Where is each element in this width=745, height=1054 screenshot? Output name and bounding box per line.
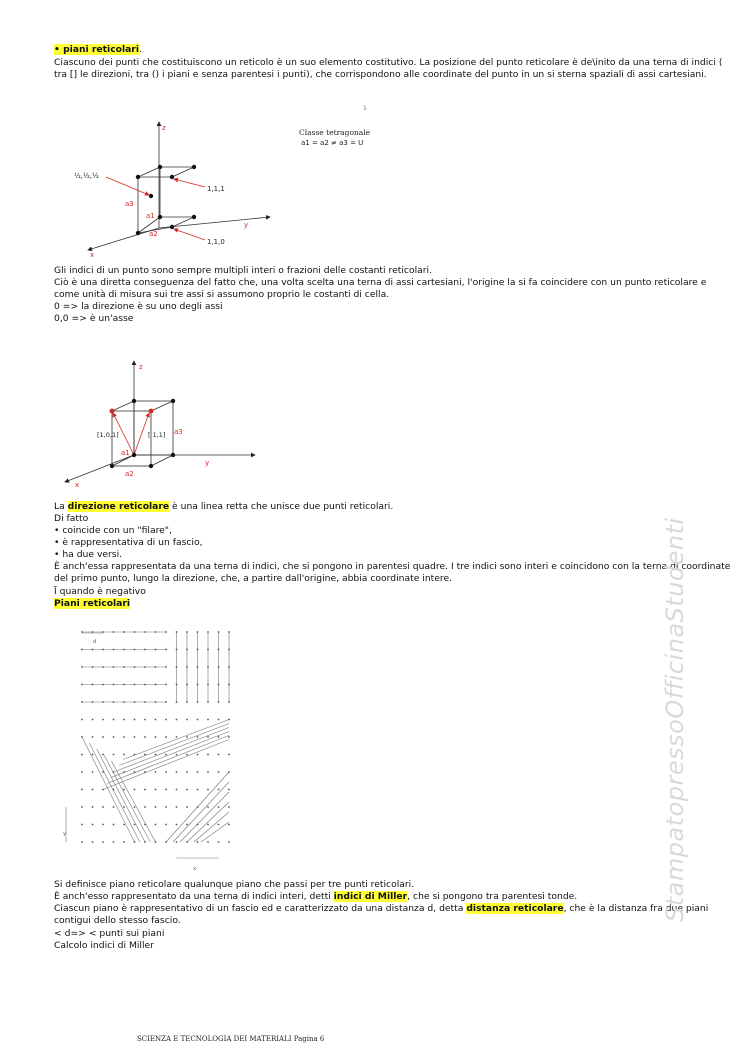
highlighted-heading: • piani reticolari bbox=[54, 44, 139, 55]
text-indici-miller: È anch'esso rappresentato da una terna di indici interi, detti indici di Miller, che si pongono tra parentesi tonde. bbox=[54, 891, 578, 902]
lattice-point bbox=[81, 771, 83, 773]
lattice-point bbox=[228, 666, 230, 668]
lattice-point bbox=[228, 701, 230, 703]
lattice-point bbox=[197, 789, 199, 791]
watermark: StampatopressoOfficinaStudenti bbox=[661, 517, 689, 922]
lattice-point bbox=[102, 719, 104, 721]
lattice-point bbox=[218, 719, 220, 721]
lattice-point bbox=[176, 719, 178, 721]
lattice-point bbox=[144, 824, 146, 826]
lattice-point bbox=[113, 701, 115, 703]
lattice-point bbox=[197, 771, 199, 773]
lattice-point bbox=[197, 631, 199, 633]
text-calcolo-miller: Calcolo indici di Miller bbox=[54, 940, 154, 951]
lattice-point bbox=[144, 841, 146, 843]
lattice-point bbox=[228, 806, 230, 808]
lattice-point bbox=[218, 649, 220, 651]
lattice-point bbox=[228, 841, 230, 843]
lattice-point bbox=[102, 649, 104, 651]
lattice-point bbox=[165, 649, 167, 651]
lattice-point bbox=[123, 666, 125, 668]
lattice-point bbox=[92, 631, 94, 633]
lattice-point bbox=[218, 701, 220, 703]
lattice-point bbox=[155, 719, 157, 721]
lattice-point bbox=[102, 666, 104, 668]
lattice-point bbox=[134, 719, 136, 721]
lattice-point bbox=[197, 649, 199, 651]
lattice-point bbox=[207, 649, 209, 651]
label-a1-2: a1 bbox=[121, 449, 130, 457]
axis-z-label: z bbox=[162, 124, 166, 132]
lattice-point bbox=[134, 736, 136, 738]
lattice-point bbox=[134, 789, 136, 791]
paragraph-terna-indici: È anch'essa rappresentata da una terna di indici, che si pongono in parentesi quadre. I tre indici sono interi e coincidono con la terna di coordinate del primo punto, lungo la direzione, che, a partire dall'origine, abbia coordinate intere. bbox=[54, 561, 731, 584]
text-definizione-piano: Si definisce piano reticolare qualunque piano che passi per tre punti reticolari. bbox=[54, 879, 415, 890]
lattice-point bbox=[176, 841, 178, 843]
lattice-point bbox=[113, 754, 115, 756]
lattice-point bbox=[207, 841, 209, 843]
lattice-point bbox=[165, 666, 167, 668]
lattice-point bbox=[144, 754, 146, 756]
lattice-point bbox=[144, 701, 146, 703]
lattice-point bbox=[155, 649, 157, 651]
lattice-point bbox=[144, 719, 146, 721]
lattice-point bbox=[165, 631, 167, 633]
lattice-point bbox=[207, 631, 209, 633]
lattice-point bbox=[113, 719, 115, 721]
lattice-point bbox=[113, 666, 115, 668]
lattice-point bbox=[186, 649, 188, 651]
lattice-point bbox=[186, 771, 188, 773]
lattice-point bbox=[134, 684, 136, 686]
label-111: 1,1,1 bbox=[207, 185, 225, 193]
lattice-plane-line bbox=[89, 743, 139, 842]
label-y: y bbox=[63, 831, 67, 837]
lattice-point bbox=[144, 684, 146, 686]
lattice-point bbox=[92, 649, 94, 651]
lattice-point bbox=[123, 754, 125, 756]
lattice-plane-line bbox=[104, 755, 150, 842]
lattice-point bbox=[113, 771, 115, 773]
lattice-point bbox=[218, 736, 220, 738]
lattice-point bbox=[134, 824, 136, 826]
lattice-point bbox=[113, 649, 115, 651]
lattice-point bbox=[176, 666, 178, 668]
lattice-point bbox=[102, 754, 104, 756]
lattice-point bbox=[165, 771, 167, 773]
lattice-point bbox=[186, 789, 188, 791]
lattice-point bbox=[123, 771, 125, 773]
lattice-point bbox=[144, 736, 146, 738]
lattice-point bbox=[197, 824, 199, 826]
lattice-point bbox=[228, 631, 230, 633]
lattice-point bbox=[207, 736, 209, 738]
lattice-point bbox=[144, 666, 146, 668]
lattice-point bbox=[81, 701, 83, 703]
lattice-point bbox=[207, 666, 209, 668]
axis-y-label-2: y bbox=[205, 459, 210, 467]
lattice-point bbox=[218, 666, 220, 668]
lattice-point bbox=[134, 701, 136, 703]
lattice-point bbox=[81, 789, 83, 791]
lattice-point bbox=[102, 806, 104, 808]
lattice-point bbox=[176, 649, 178, 651]
lattice-point bbox=[123, 824, 125, 826]
lattice-point bbox=[155, 789, 157, 791]
label-d: d bbox=[93, 639, 97, 645]
lattice-point bbox=[123, 701, 125, 703]
lattice-point bbox=[176, 754, 178, 756]
lattice-point bbox=[228, 789, 230, 791]
lattice-point bbox=[155, 701, 157, 703]
lattice-point bbox=[123, 806, 125, 808]
lattice-point bbox=[92, 684, 94, 686]
lattice-plane-line bbox=[194, 812, 229, 842]
lattice-point bbox=[123, 631, 125, 633]
lattice-point bbox=[123, 649, 125, 651]
lattice-point bbox=[134, 631, 136, 633]
lattice-point bbox=[81, 736, 83, 738]
lattice-point bbox=[102, 824, 104, 826]
lattice-point bbox=[92, 719, 94, 721]
lattice-point bbox=[197, 684, 199, 686]
label-a3: a3 bbox=[125, 200, 134, 208]
bullet-item: • ha due versi. bbox=[54, 549, 123, 560]
lattice-plane-line bbox=[173, 782, 229, 842]
lattice-point bbox=[155, 806, 157, 808]
text-conseguenza: Ciò è una diretta conseguenza del fatto che, una volta scelta una terna di assi cartesiani, l'origine la si fa coincidere con un punto reticolare e come unità di misura sui tre assi si assumono proprio le costanti di cella. bbox=[54, 277, 707, 300]
lattice-point bbox=[228, 684, 230, 686]
lattice-point bbox=[81, 754, 83, 756]
lattice-point bbox=[155, 771, 157, 773]
lattice-point bbox=[197, 754, 199, 756]
lattice-point bbox=[155, 684, 157, 686]
lattice-point bbox=[207, 789, 209, 791]
lattice-point bbox=[218, 631, 220, 633]
lattice-point bbox=[207, 806, 209, 808]
lattice-plane-line bbox=[111, 732, 229, 778]
y-axis bbox=[159, 217, 270, 228]
page-footer: SCIENZA E TECNOLOGIA DEI MATERIALI Pagina 6 bbox=[137, 1035, 325, 1043]
lattice-point bbox=[218, 789, 220, 791]
lattice-plane-line bbox=[187, 802, 229, 842]
lattice-point bbox=[134, 666, 136, 668]
lattice-point bbox=[81, 666, 83, 668]
bullet-item: • è rappresentativa di un fascio, bbox=[54, 537, 203, 548]
lattice-point bbox=[207, 824, 209, 826]
lattice-point bbox=[134, 649, 136, 651]
label-a2: a2 bbox=[149, 230, 158, 238]
lattice-point bbox=[207, 719, 209, 721]
lattice-point bbox=[186, 631, 188, 633]
lattice-plane-line bbox=[123, 720, 229, 760]
class-formula: a1 = a2 ≠ a3 = U bbox=[301, 139, 364, 147]
label-a2-2: a2 bbox=[125, 470, 134, 478]
figure-tetragonal-cell bbox=[60, 100, 390, 265]
lattice-point bbox=[228, 649, 230, 651]
lattice-point bbox=[228, 824, 230, 826]
lattice-point bbox=[92, 771, 94, 773]
lattice-point bbox=[92, 824, 94, 826]
lattice-point bbox=[186, 824, 188, 826]
lattice-point bbox=[186, 736, 188, 738]
lattice-plane-line bbox=[115, 728, 229, 772]
lattice-point bbox=[102, 771, 104, 773]
class-title: Classe tetragonale bbox=[299, 128, 371, 137]
lattice-point bbox=[92, 736, 94, 738]
figure-cubic-directions bbox=[55, 355, 265, 490]
lattice-point bbox=[102, 841, 104, 843]
lattice-point bbox=[176, 806, 178, 808]
section-heading-piani: • piani reticolari. bbox=[54, 44, 142, 55]
lattice-point bbox=[165, 736, 167, 738]
lattice-point bbox=[186, 701, 188, 703]
lattice-point bbox=[155, 631, 157, 633]
lattice-point bbox=[81, 631, 83, 633]
lattice-point bbox=[165, 789, 167, 791]
text-di-fatto: Di fatto bbox=[54, 513, 89, 524]
axis-z-label-2: z bbox=[139, 363, 143, 371]
lattice-point bbox=[134, 754, 136, 756]
lattice-point bbox=[176, 631, 178, 633]
lattice-point bbox=[165, 701, 167, 703]
lattice-point bbox=[92, 841, 94, 843]
lattice-point bbox=[186, 841, 188, 843]
lattice-point bbox=[92, 789, 94, 791]
lattice-point bbox=[102, 684, 104, 686]
text-distanza-reticolare: Ciascun piano è rappresentativo di un fascio ed e caratterizzato da una distanza d, detta distanza reticolare, che è la distanza fra due piani contigui dello stesso fascio. bbox=[54, 903, 709, 926]
lattice-point bbox=[113, 824, 115, 826]
lattice-point bbox=[218, 684, 220, 686]
lattice-point bbox=[92, 666, 94, 668]
lattice-point bbox=[155, 824, 157, 826]
lattice-point bbox=[123, 841, 125, 843]
lattice-point bbox=[207, 754, 209, 756]
lattice-point bbox=[228, 736, 230, 738]
text-indici-punto: Gli indici di un punto sono sempre multipli interi o frazioni delle costanti reticolari. bbox=[54, 265, 432, 276]
label-a3-2: a3 bbox=[174, 428, 183, 436]
lattice-point bbox=[102, 701, 104, 703]
lattice-point bbox=[176, 771, 178, 773]
lattice-point bbox=[113, 631, 115, 633]
lattice-plane-line bbox=[119, 724, 229, 766]
text-negativo: Ī quando è negativo bbox=[54, 586, 146, 597]
lattice-point bbox=[186, 806, 188, 808]
lattice-point bbox=[144, 771, 146, 773]
lattice-point bbox=[113, 684, 115, 686]
lattice-point bbox=[165, 806, 167, 808]
label-11: [ 1,1] bbox=[148, 431, 166, 439]
lattice-point bbox=[81, 719, 83, 721]
label-110: 1,1,0 bbox=[207, 238, 225, 246]
lattice-point bbox=[197, 841, 199, 843]
lattice-point bbox=[92, 754, 94, 756]
lattice-point bbox=[81, 684, 83, 686]
lattice-point bbox=[207, 771, 209, 773]
lattice-point bbox=[218, 806, 220, 808]
lattice-point bbox=[176, 824, 178, 826]
lattice-point bbox=[176, 701, 178, 703]
highlight-direzione-reticolare: direzione reticolare bbox=[67, 501, 170, 512]
lattice-point bbox=[155, 666, 157, 668]
lattice-point bbox=[113, 736, 115, 738]
figure-mark: 1 bbox=[363, 105, 367, 112]
heading-piani-reticolari: Piani reticolari bbox=[54, 598, 131, 609]
lattice-point bbox=[134, 806, 136, 808]
lattice-point bbox=[155, 754, 157, 756]
lattice-point bbox=[102, 789, 104, 791]
axis-x-label-2: x bbox=[75, 481, 80, 489]
lattice-point bbox=[165, 754, 167, 756]
lattice-point bbox=[102, 736, 104, 738]
figure-lattice-planes bbox=[60, 620, 240, 875]
lattice-point bbox=[144, 806, 146, 808]
lattice-point bbox=[197, 736, 199, 738]
lattice-point bbox=[165, 719, 167, 721]
lattice-point bbox=[186, 719, 188, 721]
lattice-point bbox=[197, 806, 199, 808]
lattice-point bbox=[81, 824, 83, 826]
lattice-point bbox=[218, 754, 220, 756]
lattice-point bbox=[197, 701, 199, 703]
lattice-point bbox=[176, 684, 178, 686]
highlight-distanza-reticolare: distanza reticolare bbox=[466, 903, 564, 914]
lattice-point bbox=[228, 719, 230, 721]
lattice-point bbox=[113, 806, 115, 808]
lattice-point bbox=[123, 719, 125, 721]
lattice-point bbox=[92, 701, 94, 703]
lattice-point bbox=[218, 771, 220, 773]
lattice-point bbox=[228, 754, 230, 756]
lattice-point bbox=[186, 684, 188, 686]
axis-x-label: x bbox=[90, 251, 95, 259]
lattice-point bbox=[144, 631, 146, 633]
text-asse: 0,0 => è un'asse bbox=[54, 313, 134, 324]
label-a1: a1 bbox=[146, 212, 155, 220]
lattice-point bbox=[123, 684, 125, 686]
text-direzione-asse: 0 => la direzione è su uno degli assi bbox=[54, 301, 223, 312]
label-x: x bbox=[193, 866, 197, 872]
bullet-item: • coincide con un "filare", bbox=[54, 525, 172, 536]
label-101: [1,0,1] bbox=[97, 431, 119, 439]
lattice-point bbox=[186, 754, 188, 756]
lattice-point bbox=[81, 649, 83, 651]
lattice-point bbox=[207, 701, 209, 703]
lattice-point bbox=[134, 841, 136, 843]
lattice-point bbox=[102, 631, 104, 633]
lattice-point bbox=[228, 771, 230, 773]
lattice-point bbox=[155, 736, 157, 738]
lattice-point bbox=[123, 789, 125, 791]
text-direzione-reticolare: La direzione reticolare è una linea retta che unisce due punti reticolari. bbox=[54, 501, 394, 512]
highlight-indici-miller: indici di Miller bbox=[333, 891, 408, 902]
lattice-point bbox=[81, 806, 83, 808]
lattice-point bbox=[165, 841, 167, 843]
lattice-point bbox=[155, 841, 157, 843]
lattice-point bbox=[123, 736, 125, 738]
paragraph-intro: Ciascuno dei punti che costituiscono un reticolo è un suo elemento costitutivo. La posizione del punto reticolare è de\inito da una terna di indici ( tra [] le direzioni, tra () i piani e senza parentesi i punti), che corrispondono alle coordinate del punto in un si sterna spaziali di assi cartesiani. bbox=[54, 57, 723, 80]
lattice-point bbox=[197, 666, 199, 668]
lattice-point bbox=[197, 719, 199, 721]
lattice-point bbox=[81, 841, 83, 843]
label-half: ½,½,½ bbox=[74, 172, 99, 180]
lattice-point bbox=[176, 736, 178, 738]
lattice-point bbox=[144, 789, 146, 791]
lattice-point bbox=[218, 824, 220, 826]
lattice-point bbox=[186, 666, 188, 668]
lattice-point bbox=[218, 841, 220, 843]
lattice-point bbox=[144, 649, 146, 651]
lattice-point bbox=[176, 789, 178, 791]
lattice-point bbox=[113, 789, 115, 791]
lattice-point bbox=[92, 806, 94, 808]
text-punti-piani: < d=> < punti sui piani bbox=[54, 928, 165, 939]
axis-y-label: y bbox=[244, 221, 249, 229]
lattice-point bbox=[113, 841, 115, 843]
lattice-point bbox=[165, 684, 167, 686]
lattice-point bbox=[207, 684, 209, 686]
lattice-point bbox=[165, 824, 167, 826]
lattice-point bbox=[134, 771, 136, 773]
